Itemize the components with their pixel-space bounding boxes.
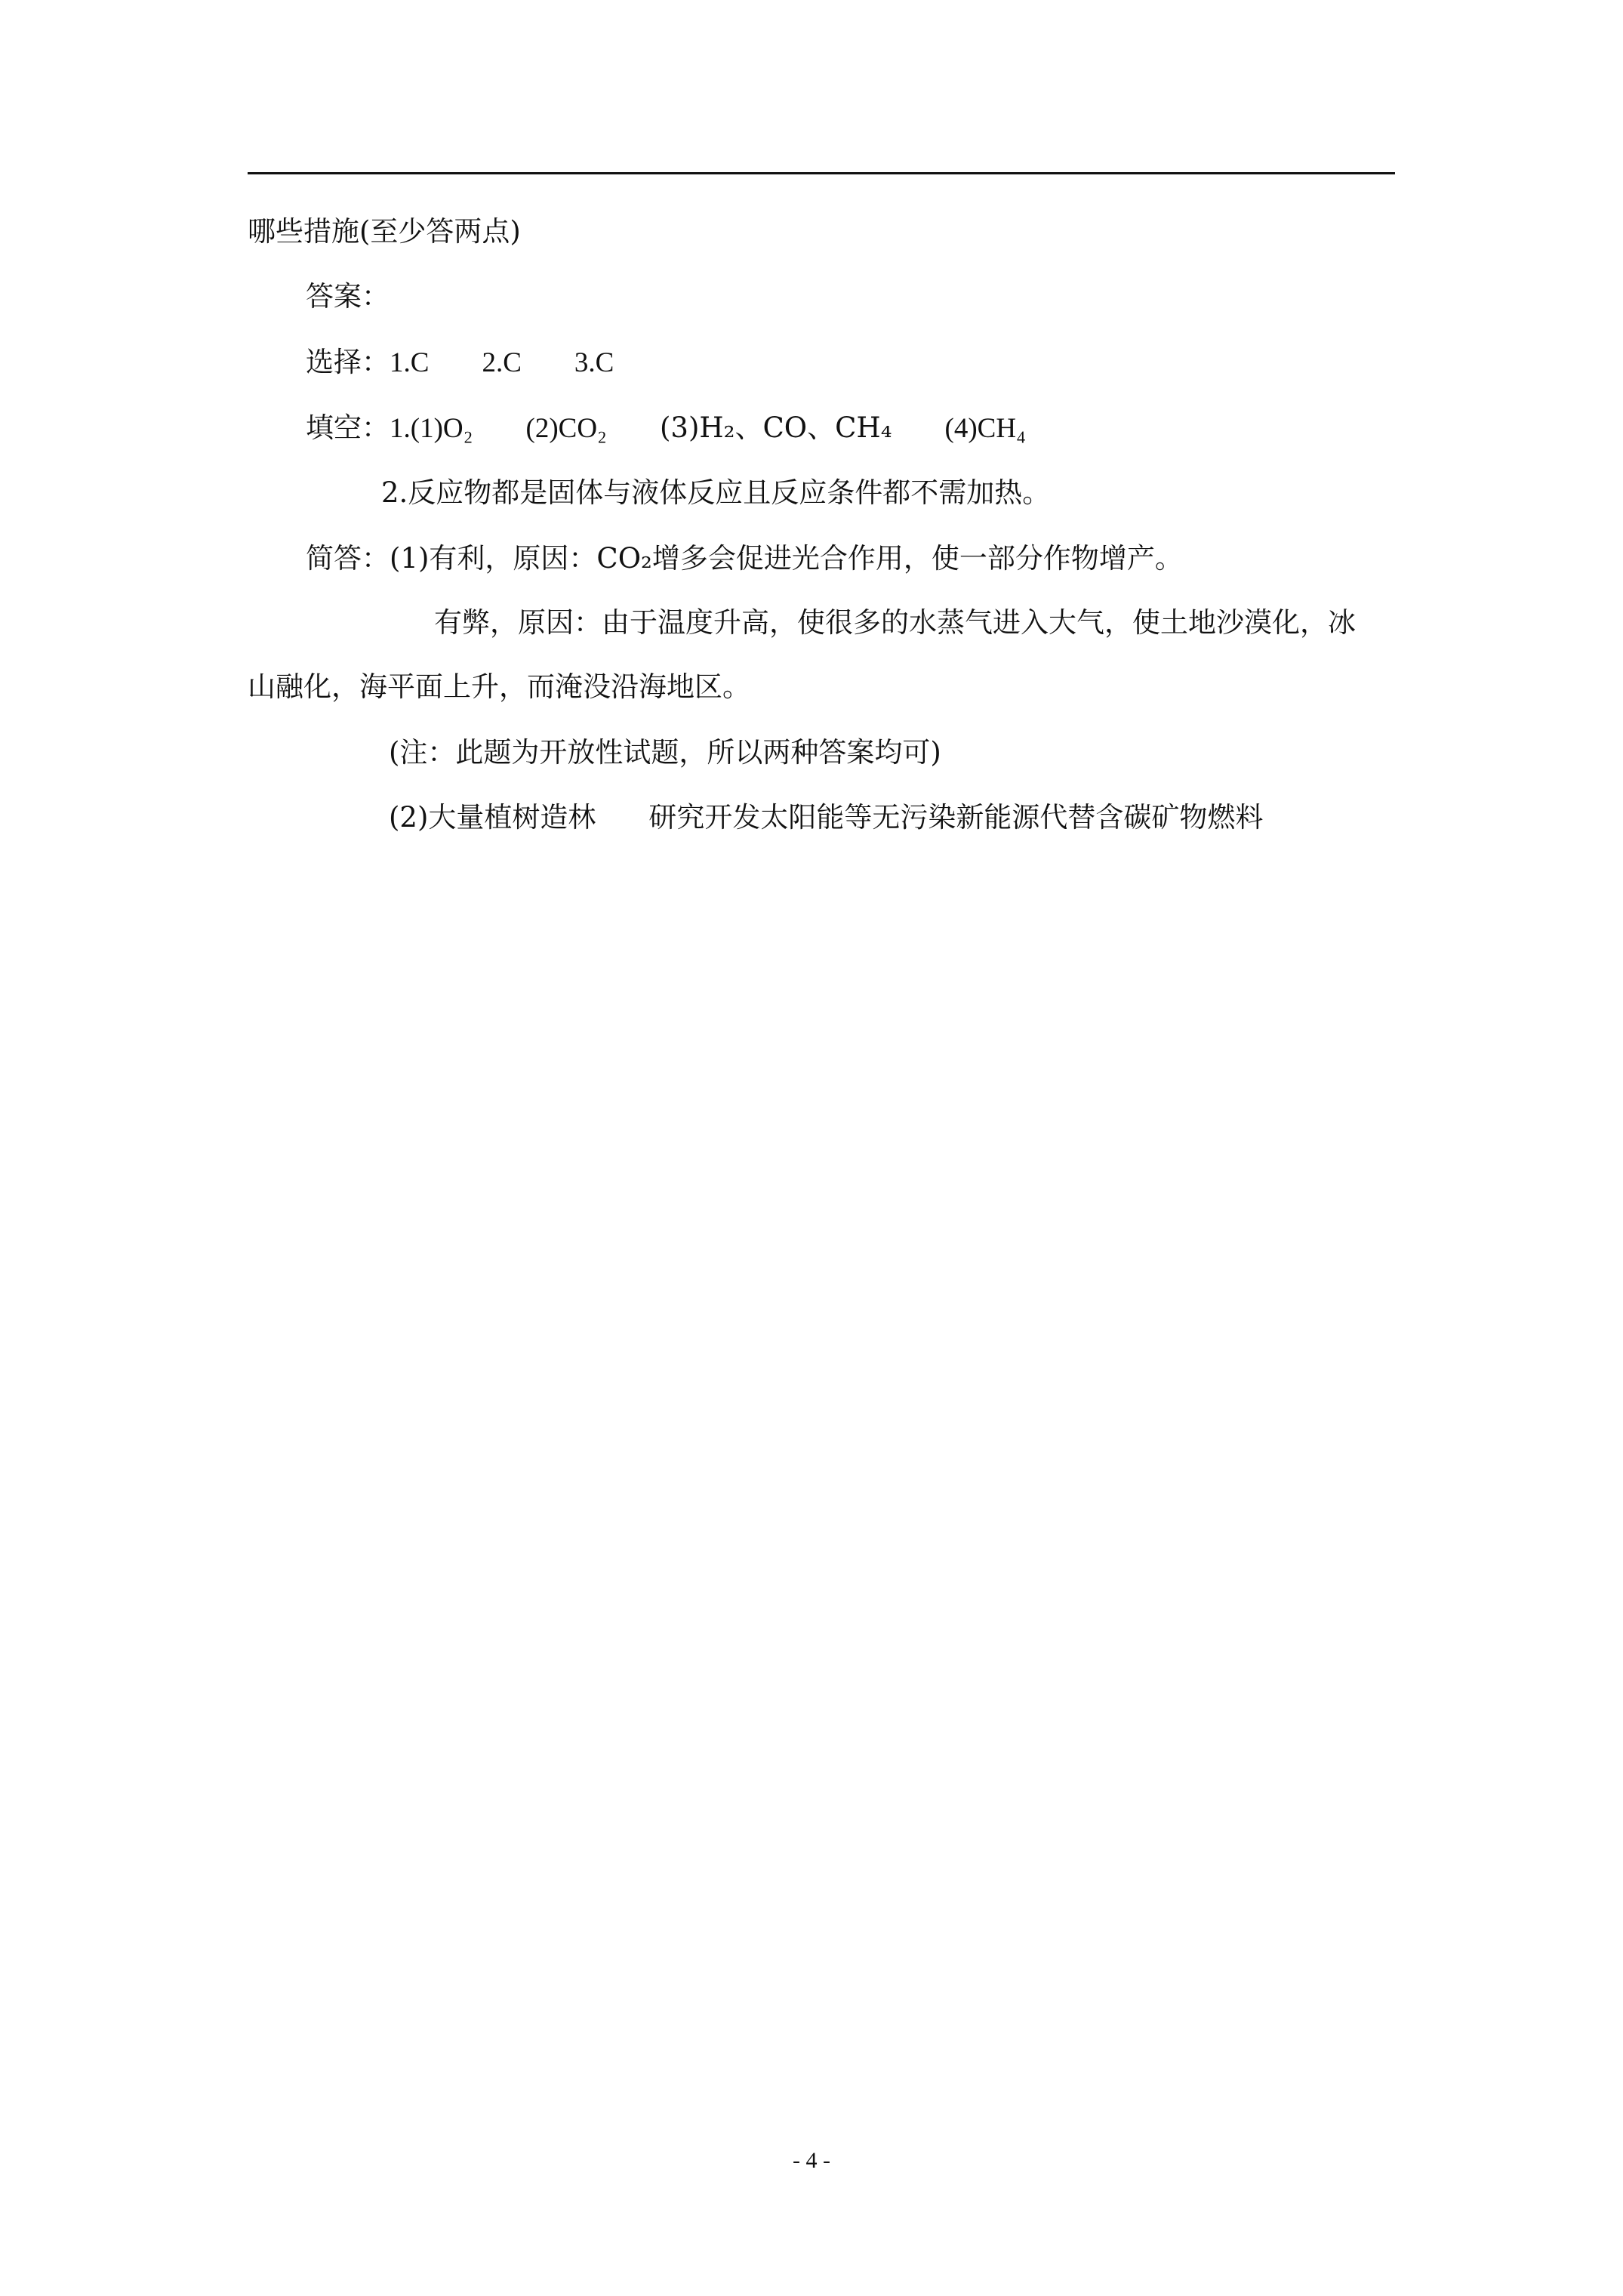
short-answer-label: 简答： bbox=[306, 542, 390, 575]
fill-answers bbox=[306, 409, 1026, 448]
short-answer-text: (1)有利，原因：CO₂增多会促进光合作用，使一部分作物增产。 bbox=[390, 542, 1183, 575]
choice-item: 2.C bbox=[482, 347, 522, 378]
fill-item: (2)CO₂ bbox=[525, 413, 607, 444]
choice-label: 选择： bbox=[306, 346, 390, 378]
measure-item: (2)大量植树造林 bbox=[389, 801, 596, 834]
measure-item: 研究开发太阳能等无污染新能源代替含碳矿物燃料 bbox=[648, 801, 1264, 834]
fill-item: 1.(1)O₂ bbox=[390, 413, 473, 444]
fill-item: (4)CH₄ bbox=[944, 413, 1026, 444]
header-rule bbox=[248, 172, 1395, 174]
fill-item: (3)H₂、CO、CH₄ bbox=[659, 411, 892, 444]
question-continuation: 哪些措施(至少答两点) bbox=[248, 215, 521, 248]
fill-question-2: 2.反应物都是固体与液体反应且反应条件都不需加热。 bbox=[381, 476, 1051, 509]
choice-item: 1.C bbox=[390, 347, 430, 378]
short-answer-2-line-2: 山融化，海平面上升，而淹没沿海地区。 bbox=[248, 670, 750, 703]
fill-label: 填空： bbox=[306, 411, 390, 444]
choice-item: 3.C bbox=[574, 347, 614, 378]
short-answer-3 bbox=[389, 799, 1263, 837]
page-number: - 4 - bbox=[793, 2148, 830, 2173]
answer-note: (注：此题为开放性试题，所以两种答案均可) bbox=[389, 736, 941, 769]
short-answer-2-line-1: 有弊，原因：由于温度升高，使很多的水蒸气进入大气，使土地沙漠化，冰 bbox=[434, 606, 1356, 639]
choice-answers bbox=[306, 344, 614, 382]
short-answer-1 bbox=[306, 540, 1183, 578]
answer-heading: 答案： bbox=[306, 280, 390, 313]
